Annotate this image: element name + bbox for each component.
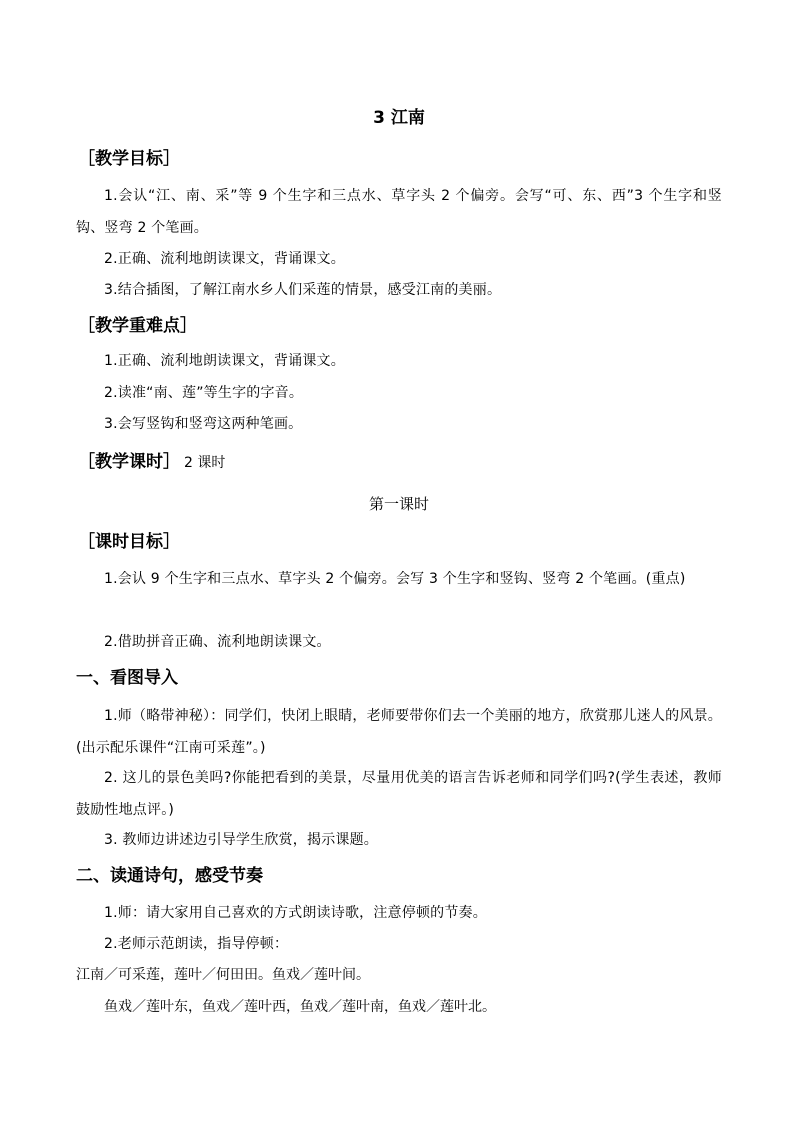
lesson-goal-item-1: 1.会认 9 个生字和三点水、草字头 2 个偏旁。会写 3 个生字和竖钩、竖弯 2 个笔画。(重点) <box>104 571 686 587</box>
lesson-one-title: 第一课时 <box>368 495 429 513</box>
lesson-goal-item-2: 2.借助拼音正确、流利地朗读课文。 <box>104 634 331 650</box>
section-one-heading: 一、看图导入 <box>76 668 178 688</box>
section-one-item-1: 1.师（略带神秘）：同学们，快闭上眼睛，老师要带你们去一个美丽的地方，欣赏那儿迷人的风景。(出示配乐课件“江南可采莲”。) <box>76 708 722 756</box>
key-points-heading: ［教学重难点］ <box>78 316 197 336</box>
section-one-item-2: 2. 这儿的景色美吗?你能把看到的美景，尽量用优美的语言告诉老师和同学们吗?(学生表述，教师鼓励性地点评。) <box>76 770 722 818</box>
key-point-item-3: 3.会写竖钩和竖弯这两种笔画。 <box>104 416 303 432</box>
section-two-item-1: 1.师：请大家用自己喜欢的方式朗读诗歌，注意停顿的节奏。 <box>104 905 487 921</box>
class-hours-value: 2 课时 <box>184 455 226 471</box>
poem-line-2: 鱼戏／莲叶东，鱼戏／莲叶西，鱼戏／莲叶南，鱼戏／莲叶北。 <box>104 999 496 1015</box>
poem-line-1: 江南／可采莲，莲叶／何田田。鱼戏／莲叶间。 <box>76 967 370 983</box>
key-point-item-1: 1.正确、流利地朗读课文，背诵课文。 <box>104 353 345 369</box>
objectives-heading: ［教学目标］ <box>78 149 180 169</box>
class-hours-row <box>78 450 225 475</box>
section-two-item-2: 2.老师示范朗读，指导停顿： <box>104 936 289 952</box>
key-point-item-2: 2.读准“南、莲”等生字的字音。 <box>104 385 304 401</box>
class-hours-heading: ［教学课时］ <box>78 452 180 472</box>
objective-item-3: 3.结合插图，了解江南水乡人们采莲的情景，感受江南的美丽。 <box>104 282 502 298</box>
section-one-item-3: 3. 教师边讲述边引导学生欣赏，揭示课题。 <box>104 832 379 848</box>
objective-item-1: 1.会认“江、南、采”等 9 个生字和三点水、草字头 2 个偏旁。会写“可、东、西”3 个生字和竖钩、竖弯 2 个笔画。 <box>76 188 722 236</box>
lesson-goals-heading: ［课时目标］ <box>78 532 180 552</box>
lesson-title: 3 江南 <box>373 108 425 128</box>
objective-item-2: 2.正确、流利地朗读课文，背诵课文。 <box>104 251 345 267</box>
section-two-heading: 二、读通诗句，感受节奏 <box>76 866 263 886</box>
